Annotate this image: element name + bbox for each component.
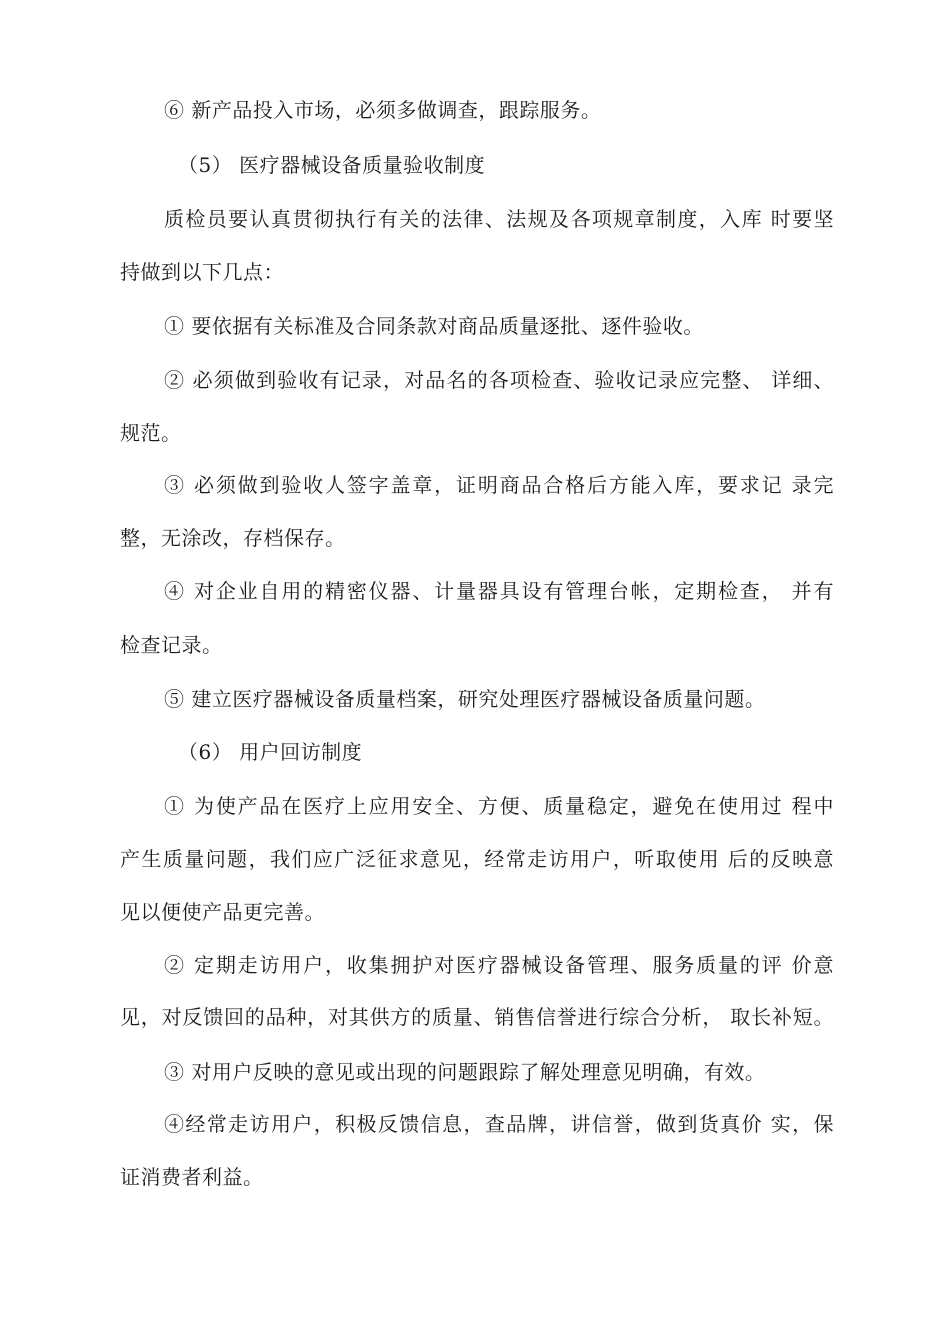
visit-item-4-line-1: ④经常走访用户，积极反馈信息，查品牌，讲信誉，做到货真价 实，保 <box>164 1112 834 1136</box>
visit-item-3: ③ 对用户反映的意见或出现的问题跟踪了解处理意见明确，有效。 <box>164 1060 766 1084</box>
item-5-archive: ⑤ 建立医疗器械设备质量档案，研究处理医疗器械设备质量问题。 <box>164 687 766 711</box>
visit-item-4-line-2: 证消费者利益。 <box>120 1165 264 1189</box>
section-6-heading: （6） 用户回访制度 <box>178 740 363 764</box>
item-2-line-2: 规范。 <box>120 421 182 445</box>
visit-item-1-line-3: 见以便使产品更完善。 <box>120 900 325 924</box>
section-5-intro-line-2: 持做到以下几点： <box>120 260 284 284</box>
visit-item-1-line-1: ① 为使产品在医疗上应用安全、方便、质量稳定，避免在使用过 程中 <box>164 794 834 818</box>
visit-item-2-line-2: 见，对反馈回的品种，对其供方的质量、销售信誉进行综合分析， 取长补短。 <box>120 1005 834 1029</box>
visit-item-1-line-2: 产生质量问题，我们应广泛征求意见，经常走访用户，听取使用 后的反映意 <box>120 847 834 871</box>
section-5-heading: （5） 医疗器械设备质量验收制度 <box>178 153 486 177</box>
item-2-line-1: ② 必须做到验收有记录，对品名的各项检查、验收记录应完整、 详细、 <box>164 368 834 392</box>
item-3-line-1: ③ 必须做到验收人签字盖章，证明商品合格后方能入库，要求记 录完 <box>164 473 834 497</box>
item-1-acceptance: ① 要依据有关标准及合同条款对商品质量逐批、逐件验收。 <box>164 314 704 338</box>
item-3-line-2: 整，无涂改，存档保存。 <box>120 526 346 550</box>
item-4-line-2: 检查记录。 <box>120 633 223 657</box>
item-6-new-product: ⑥ 新产品投入市场，必须多做调查，跟踪服务。 <box>164 98 602 122</box>
item-4-line-1: ④ 对企业自用的精密仪器、计量器具设有管理台帐，定期检查， 并有 <box>164 579 834 603</box>
visit-item-2-line-1: ② 定期走访用户，收集拥护对医疗器械设备管理、服务质量的评 价意 <box>164 953 834 977</box>
section-5-intro-line-1: 质检员要认真贯彻执行有关的法律、法规及各项规章制度，入库 时要坚 <box>164 207 834 231</box>
